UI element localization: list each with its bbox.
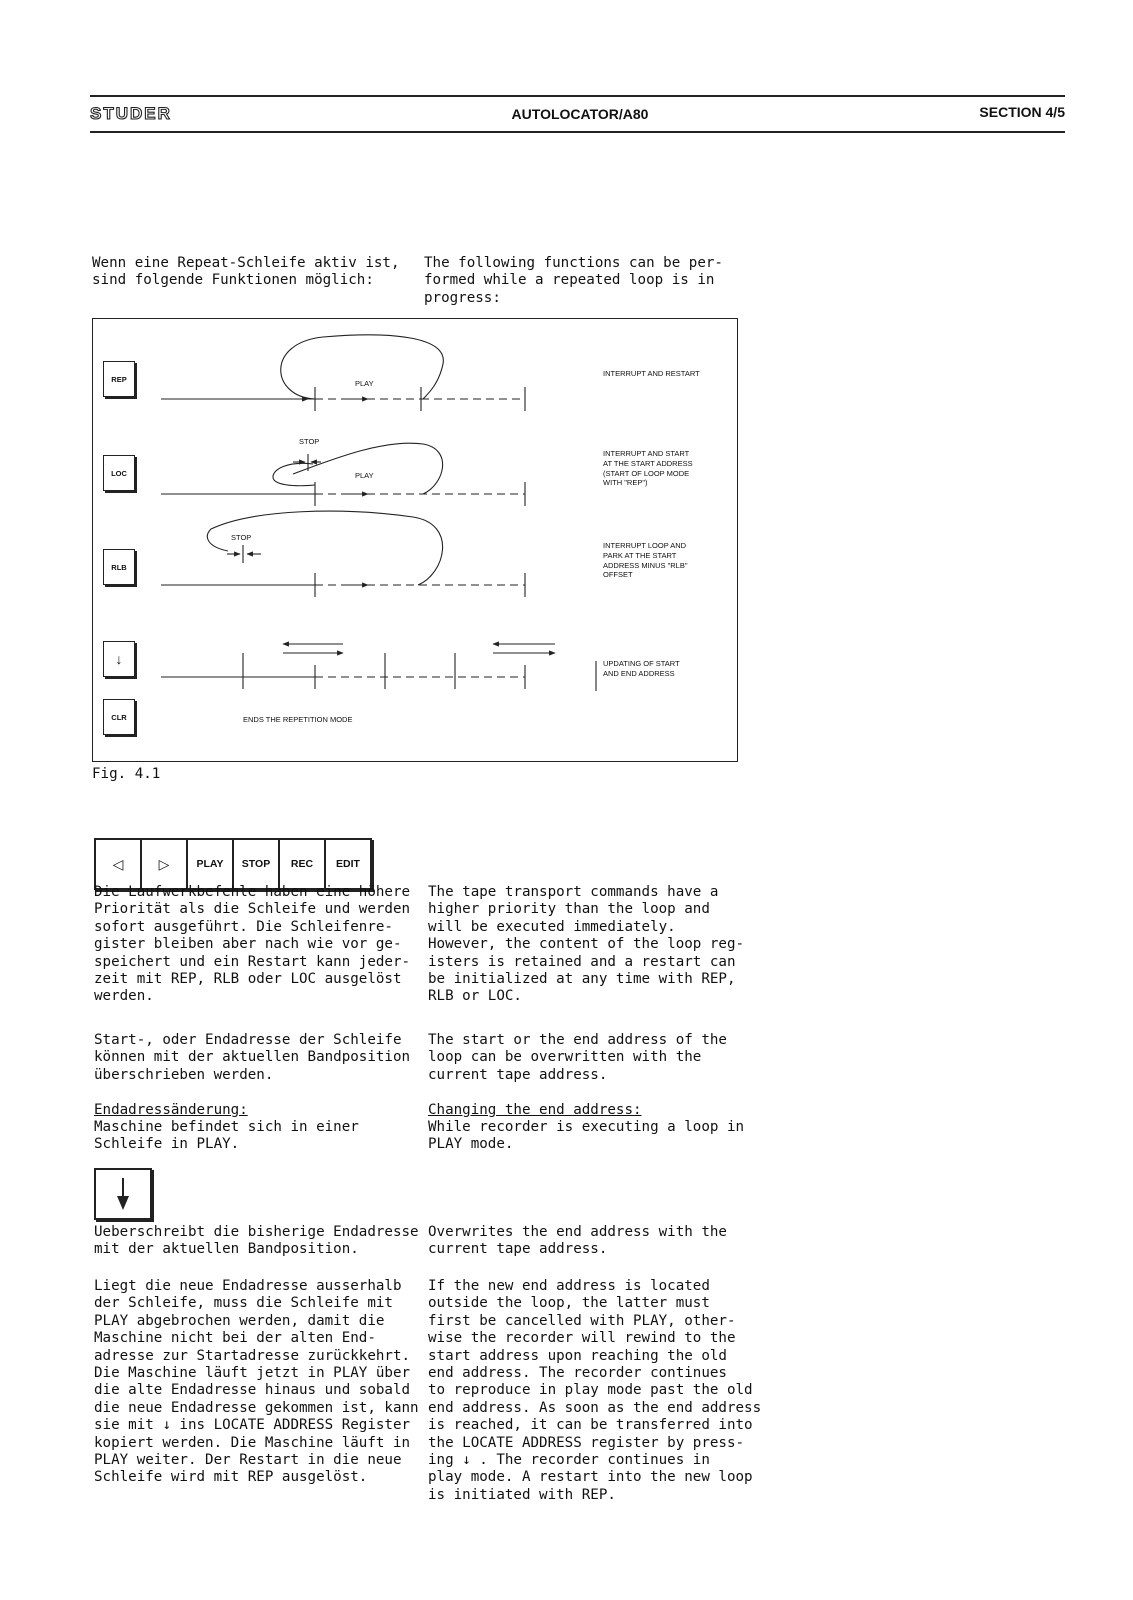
rewind-key: ◁ [96, 840, 142, 888]
diagram-drawing [93, 319, 737, 761]
rlb-key: RLB [103, 549, 135, 585]
transport-key-row [94, 838, 372, 890]
loc-stop-label: STOP [299, 437, 320, 446]
rep-key: REP [103, 361, 135, 397]
rlb-description: INTERRUPT LOOP AND PARK AT THE START ADDRESS MINUS "RLB" OFFSET [603, 541, 688, 580]
new-end-address-english: If the new end address is located outside the loop, the latter must first be cancelled with PLAY, other- wise the recorder will rewind to the start address upon reaching the old end address. The recorder continues to reproduce in play mode past the old end address. As soon as the end address is reached, it can be transferred into the LOCATE ADDRESS register by press- ing ↓ . The recorder continues in play mode. A restart into the new loop is initiated with REP. [428, 1278, 762, 1503]
rep-description: INTERRUPT AND RESTART [603, 369, 700, 378]
overwrite-end-german: Ueberschreibt die bisherige Endadresse mit der aktuellen Bandposition. [94, 1224, 419, 1258]
rlb-stop-label: STOP [231, 533, 252, 542]
clr-key: CLR [103, 699, 135, 735]
rep-loop-arc [281, 335, 444, 399]
play-key: PLAY [188, 840, 234, 888]
document-title: AUTOLOCATOR/A80 [511, 106, 649, 122]
section-number: SECTION 4/5 [979, 104, 1065, 120]
header-rule-bottom [90, 131, 1065, 133]
intro-german: Wenn eine Repeat-Schleife aktiv ist, sind folgende Funktionen möglich: [92, 255, 400, 289]
edit-key: EDIT [326, 840, 372, 888]
rep-play-label: PLAY [355, 379, 374, 388]
down-arrow-icon [96, 1170, 150, 1218]
forward-key: ▷ [142, 840, 188, 888]
end-address-heading-german: Endadressänderung: [94, 1102, 248, 1118]
overwrite-text-english: The start or the end address of the loop can be overwritten with the current tape address. [428, 1032, 727, 1083]
stop-key: STOP [234, 840, 280, 888]
overwrite-end-english: Overwrites the end address with the current tape address. [428, 1224, 727, 1258]
loop-function-diagram [92, 318, 738, 762]
end-address-heading-english: Changing the end address: [428, 1102, 642, 1118]
loc-play-label: PLAY [355, 471, 374, 480]
figure-caption: Fig. 4.1 [92, 766, 161, 782]
priority-text-english: The tape transport commands have a higher priority than the loop and will be executed immediately. However, the content of the loop reg- isters is retained and a restart can be initialized at any time with REP, RLB or LOC. [428, 884, 745, 1005]
studer-logo: STUDER [90, 104, 172, 123]
end-address-text-english: While recorder is executing a loop in PLAY mode. [428, 1119, 745, 1153]
loc-description: INTERRUPT AND START AT THE START ADDRESS (START OF LOOP MODE WITH "REP") [603, 449, 693, 488]
down-arrow-key-large [94, 1168, 152, 1220]
loc-key: LOC [103, 455, 135, 491]
down-description: UPDATING OF START AND END ADDRESS [603, 659, 680, 678]
overwrite-text-german: Start-, oder Endadresse der Schleife können mit der aktuellen Bandposition überschrieben werden. [94, 1032, 411, 1083]
header-rule-top [90, 95, 1065, 97]
end-address-text-german: Maschine befindet sich in einer Schleife in PLAY. [94, 1119, 359, 1153]
clr-description: ENDS THE REPETITION MODE [243, 715, 353, 724]
down-arrow-key: ↓ [103, 641, 135, 677]
new-end-address-german: Liegt die neue Endadresse ausserhalb der Schleife, muss die Schleife mit PLAY abgebrochen werden, damit die Maschine nicht bei der alten End- adresse zur Startadresse zurückkehrt. Die Maschine läuft jetzt in PLAY über die alte Endadresse hinaus und sobald die neue Endadresse gekommen ist, kann sie mit ↓ ins LOCATE ADDRESS Register kopiert werden. Die Maschine läuft in PLAY weiter. Der Restart in die neue Schleife wird mit REP ausgelöst. [94, 1278, 419, 1486]
priority-text-german: Die Laufwerkbefehle haben eine höhere Priorität als die Schleife und werden sofort ausgeführt. Die Schleifenre- gister bleiben aber nach wie vor ge- speichert und ein Restart kann jeder- zeit mit REP, RLB oder LOC ausgelöst werden. [94, 884, 411, 1005]
rec-key: REC [280, 840, 326, 888]
intro-english: The following functions can be per- formed while a repeated loop is in progress: [424, 255, 723, 306]
